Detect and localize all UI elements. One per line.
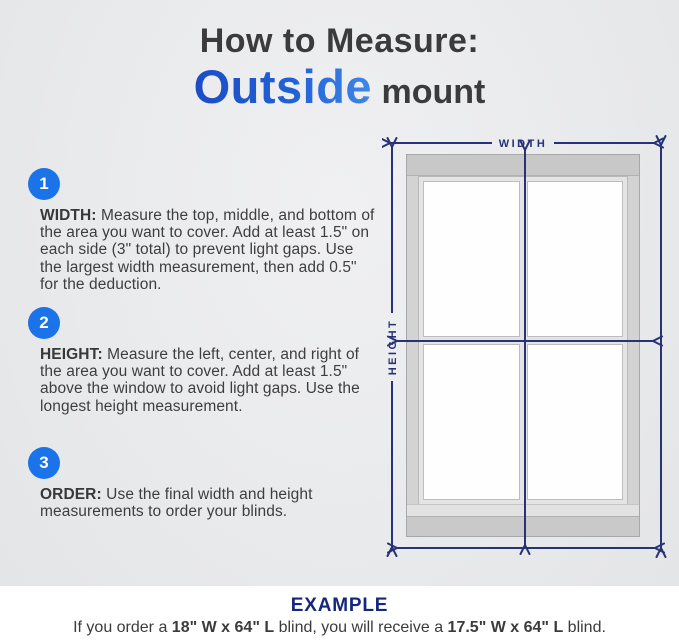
step-2	[28, 307, 380, 415]
step-2-text	[40, 346, 376, 415]
title-line2	[0, 60, 679, 114]
title-mount: mount	[372, 73, 486, 112]
example-footer	[0, 586, 679, 644]
title-line1: How to Measure:	[199, 22, 480, 60]
width-arrow-label: WIDTH	[498, 138, 548, 150]
example-heading: EXAMPLE	[290, 595, 389, 616]
example-ordered-size: 18" W x 64" L	[171, 619, 275, 636]
step-2-body: Measure the left, center, and right of the area you want to cover. Add at least 1.5" above the window to avoid light gaps. Use the longest height measurement.	[40, 346, 360, 415]
step-1-body: Measure the top, middle, and bottom of the area you want to cover. Add at least 1.5" on each side (3" total) to prevent light gaps. Use the largest width measurement, then add 0.5" for the deduction.	[40, 207, 375, 293]
example-middle: blind, you will receive a	[274, 619, 448, 636]
example-received-size: 17.5" W x 64" L	[447, 619, 564, 636]
step-3	[28, 447, 380, 520]
step-3-label: ORDER:	[40, 486, 102, 503]
measurement-arrows	[382, 133, 674, 563]
example-prefix: If you order a	[73, 619, 172, 636]
step-1-label: WIDTH:	[40, 207, 97, 224]
step-1-text	[40, 207, 376, 293]
step-1	[28, 168, 380, 293]
step-3-text	[40, 486, 376, 520]
page-title	[0, 22, 679, 114]
example-suffix: blind.	[563, 619, 606, 636]
title-highlight-outside: Outside	[193, 60, 373, 114]
step-2-number-badge: 2	[28, 307, 60, 339]
step-3-body: Use the final width and height measurements to order your blinds.	[40, 486, 313, 521]
step-3-number-badge: 3	[28, 447, 60, 479]
step-2-label: HEIGHT:	[40, 346, 103, 363]
step-1-number-badge: 1	[28, 168, 60, 200]
height-arrow-label: HEIGHT	[387, 318, 399, 376]
example-sentence	[0, 619, 679, 637]
